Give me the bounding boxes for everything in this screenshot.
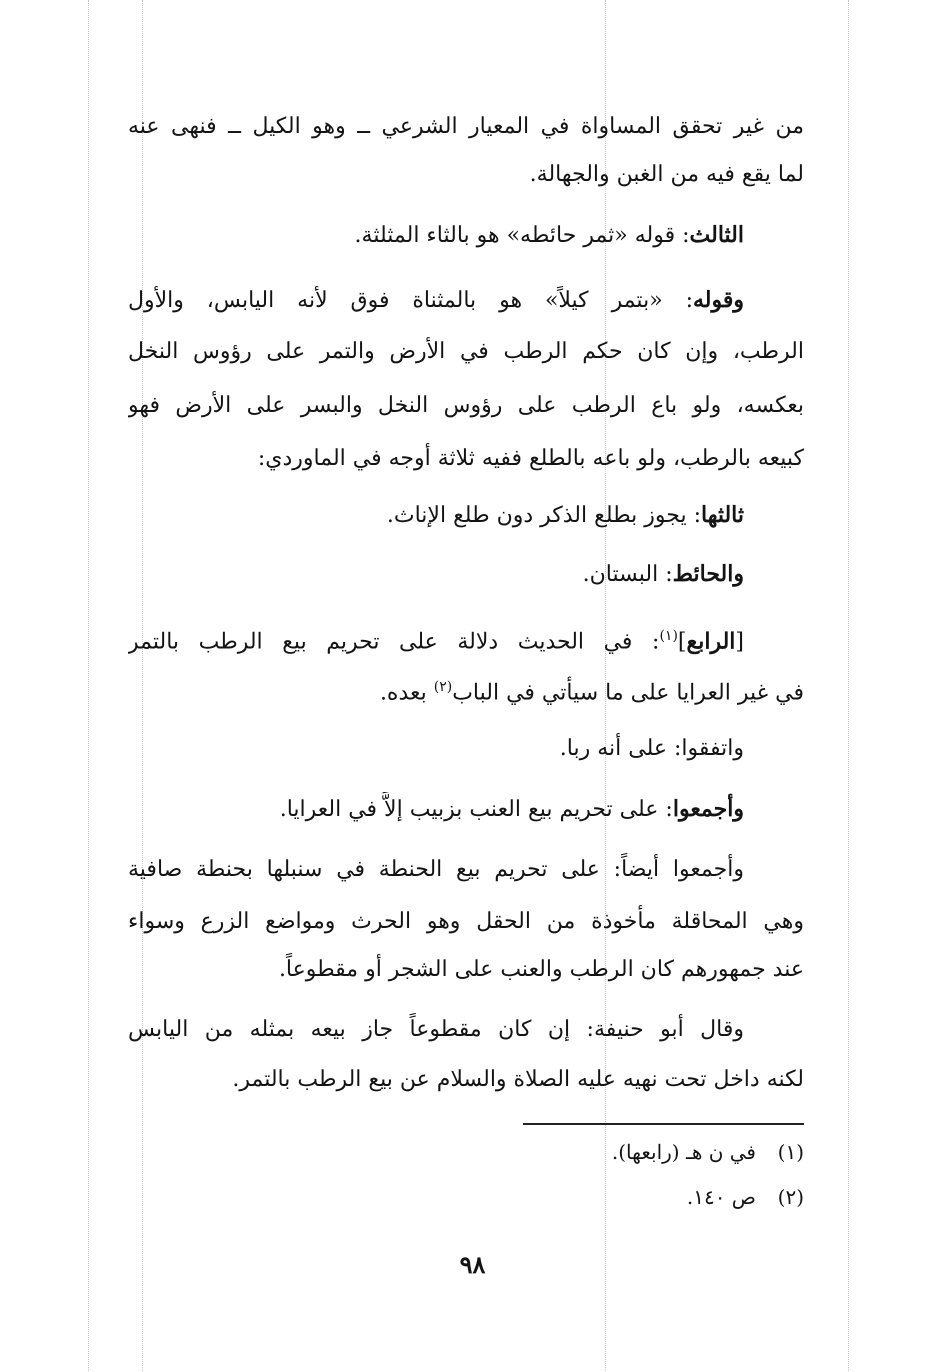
text-line	[128, 905, 804, 941]
footnote-reference: (١)	[659, 628, 678, 644]
text-segment: كبيعه بالرطب، ولو باعه بالطلع ففيه ثلاثة أوجه في الماوردي:	[257, 446, 804, 471]
text-segment: : يجوز بطلع الذكر دون طلع الإناث.	[386, 503, 701, 528]
footnote-text: ص ١٤٠.	[686, 1185, 756, 1209]
text-line	[128, 283, 804, 319]
text-segment: لكنه داخل تحت نهيه عليه الصلاة والسلام عن بيع الرطب بالتمر.	[232, 1067, 804, 1092]
text-segment: بعده.	[379, 680, 434, 706]
text-segment: وهي المحاقلة مأخوذة من الحقل وهو الحرث ومواضع الزرع وسواء	[128, 909, 804, 934]
text-line	[128, 792, 804, 828]
text-segment: : في الحديث دلالة على تحريم بيع الرطب بالتمر	[128, 629, 660, 655]
text-line	[128, 953, 804, 989]
footnote-text: في ن هـ (رابعها).	[611, 1140, 756, 1164]
text-line	[128, 1013, 804, 1049]
text-line	[128, 557, 804, 593]
text-line	[128, 158, 804, 194]
footnote-reference: (٢)	[433, 679, 453, 695]
text-segment: في غير العرايا على ما سيأتي في الباب	[452, 680, 804, 706]
bold-term: وقوله	[692, 287, 744, 313]
footnote	[612, 1138, 804, 1166]
text-segment: لما يقع فيه من الغبن والجهالة.	[529, 162, 804, 187]
footnote-number: (٢)	[777, 1185, 804, 1209]
text-segment: : «بتمر كيلاً» هو بالمثناة فوق لأنه اليابس، والأول	[128, 288, 693, 313]
text-segment: : على تحريم بيع العنب بزبيب إلاَّ في العرايا.	[279, 797, 673, 822]
text-segment: : قوله «ثمر حائطه» هو بالثاء المثلثة.	[354, 223, 690, 248]
text-line	[128, 442, 804, 478]
text-segment: ]	[677, 629, 687, 655]
page-number: ٩٨	[459, 1250, 486, 1279]
text-segment: : البستان.	[582, 562, 673, 587]
text-segment: بعكسه، ولو باع الرطب على رؤوس النخل والبسر على الأرض فهو	[128, 393, 804, 418]
bold-term: ثالثها	[700, 502, 744, 528]
text-segment: وأجمعوا أيضاً: على تحريم بيع الحنطة في سنبلها بحنطة صافية	[128, 857, 744, 882]
bold-term: الرابع	[686, 628, 736, 655]
text-segment: [	[735, 629, 744, 655]
text-line	[128, 1063, 804, 1099]
text-line	[128, 619, 804, 655]
footnote-separator	[523, 1123, 804, 1125]
text-line	[128, 110, 804, 146]
margin-guide-left	[88, 0, 89, 1372]
text-segment: عند جمهورهم كان الرطب والعنب على الشجر أو مقطوعاً.	[278, 957, 804, 982]
text-line	[128, 732, 804, 768]
text-line	[128, 389, 804, 425]
bold-term: وأجمعوا	[672, 796, 744, 822]
text-line	[128, 670, 804, 706]
text-line	[128, 218, 804, 254]
text-segment: وقال أبو حنيفة: إن كان مقطوعاً جاز بيعه بمثله من اليابس	[128, 1017, 744, 1042]
footnote	[687, 1183, 804, 1211]
text-segment: واتفقوا: على أنه ربا.	[559, 736, 744, 761]
margin-guide-right	[848, 0, 849, 1372]
footnote-number: (١)	[777, 1140, 804, 1164]
text-line	[128, 335, 804, 371]
text-segment: الرطب، وإن كان حكم الرطب في الأرض والتمر على رؤوس النخل	[128, 339, 804, 364]
text-line	[128, 498, 804, 534]
text-segment: من غير تحقق المساواة في المعيار الشرعي ــ وهو الكيل ــ فنهى عنه	[128, 114, 804, 139]
text-line	[128, 853, 804, 889]
bold-term: والحائط	[672, 561, 744, 587]
bold-term: الثالث	[689, 222, 744, 248]
